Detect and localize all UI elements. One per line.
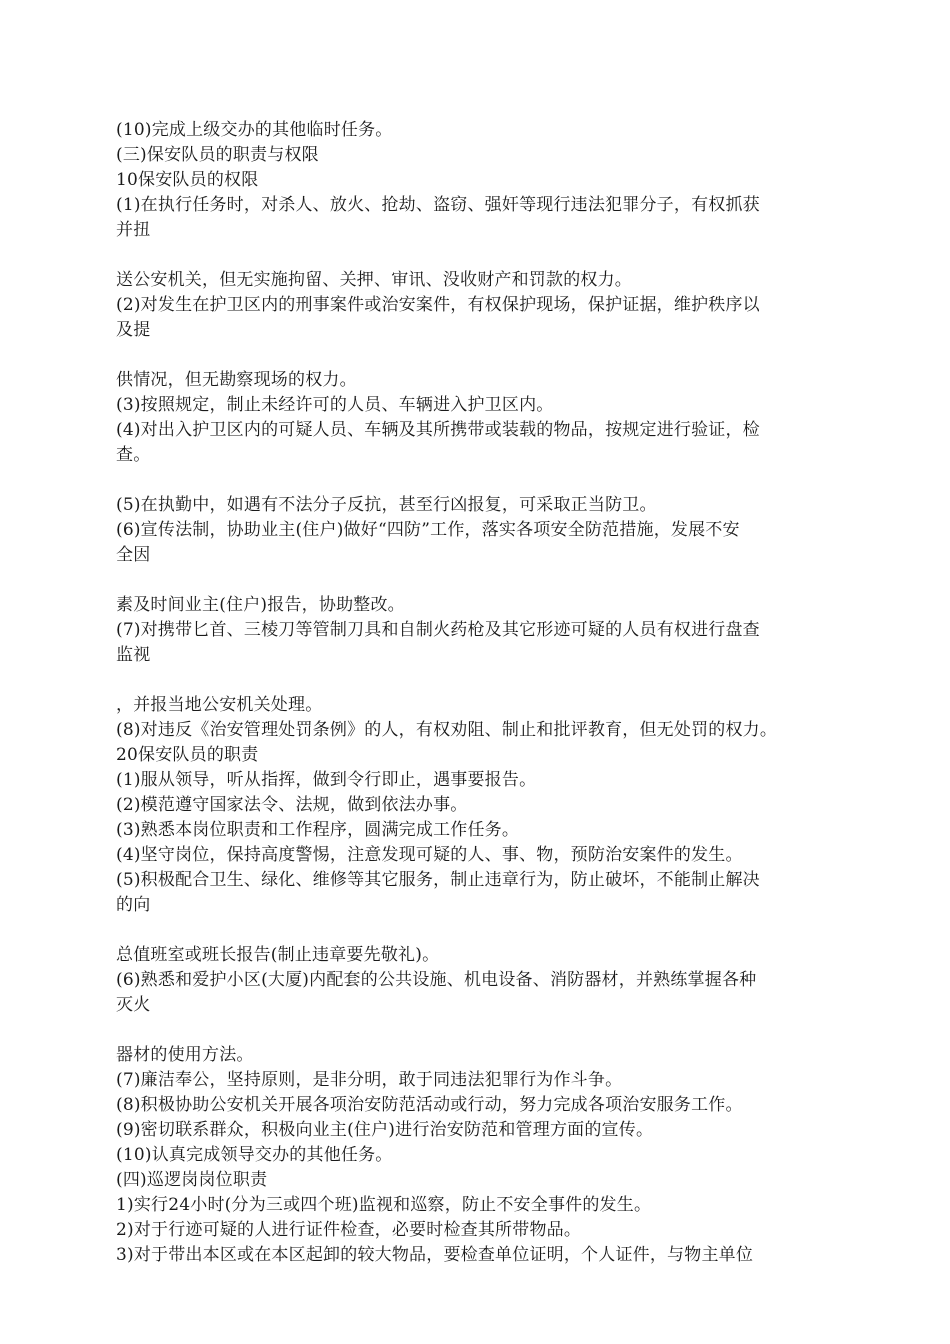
- text-line: 1)实行24小时(分为三或四个班)监视和巡察，防止不安全事件的发生。: [116, 1195, 652, 1215]
- text-line: 灭火: [116, 995, 151, 1015]
- text-line: (9)密切联系群众，积极向业主(住户)进行治安防范和管理方面的宣传。: [116, 1120, 654, 1140]
- text-line: 10保安队员的权限: [116, 170, 259, 190]
- text-line: (5)积极配合卫生、绿化、维修等其它服务，制止违章行为，防止破坏，不能制止解决: [116, 870, 760, 890]
- text-line: 总值班室或班长报告(制止违章要先敬礼)。: [116, 945, 440, 965]
- text-line: 供情况，但无勘察现场的权力。: [116, 370, 357, 390]
- text-line: 素及时间业主(住户)报告，协助整改。: [116, 595, 405, 615]
- text-line: 查。: [116, 445, 151, 465]
- text-line: (1)在执行任务时，对杀人、放火、抢劫、盗窃、强奸等现行违法犯罪分子，有权抓获: [116, 195, 760, 215]
- text-line: (10)认真完成领导交办的其他任务。: [116, 1145, 393, 1165]
- text-line: (4)对出入护卫区内的可疑人员、车辆及其所携带或装载的物品，按规定进行验证，检: [116, 420, 760, 440]
- text-line: (3)按照规定，制止未经许可的人员、车辆进入护卫区内。: [116, 395, 554, 415]
- text-line: (四)巡逻岗岗位职责: [116, 1170, 268, 1190]
- document-body: [116, 118, 846, 1268]
- paragraph-gap: [116, 343, 846, 368]
- paragraph-gap: [116, 1018, 846, 1043]
- text-line: ，并报当地公安机关处理。: [116, 695, 323, 715]
- text-line: (2)模范遵守国家法令、法规，做到依法办事。: [116, 795, 468, 815]
- text-line: (4)坚守岗位，保持高度警惕，注意发现可疑的人、事、物，预防治安案件的发生。: [116, 845, 743, 865]
- text-line: 2)对于行迹可疑的人进行证件检查，必要时检查其所带物品。: [116, 1220, 582, 1240]
- text-line: (6)宣传法制，协助业主(住户)做好“四防”工作，落实各项安全防范措施，发展不安: [116, 520, 740, 540]
- paragraph-gap: [116, 668, 846, 693]
- text-line: (7)对携带匕首、三棱刀等管制刀具和自制火药枪及其它形迹可疑的人员有权进行盘查: [116, 620, 760, 640]
- text-line: 器材的使用方法。: [116, 1045, 254, 1065]
- text-line: (三)保安队员的职责与权限: [116, 145, 319, 165]
- paragraph-gap: [116, 918, 846, 943]
- text-line: (2)对发生在护卫区内的刑事案件或治安案件，有权保护现场，保护证据，维护秩序以: [116, 295, 760, 315]
- text-line: 监视: [116, 645, 151, 665]
- paragraph-gap: [116, 568, 846, 593]
- text-line: (1)服从领导，听从指挥，做到令行即止，遇事要报告。: [116, 770, 537, 790]
- text-line: 送公安机关，但无实施拘留、关押、审讯、没收财产和罚款的权力。: [116, 270, 632, 290]
- paragraph-gap: [116, 243, 846, 268]
- text-line: (8)积极协助公安机关开展各项治安防范活动或行动，努力完成各项治安服务工作。: [116, 1095, 743, 1115]
- text-line: 并扭: [116, 220, 151, 240]
- text-line: (6)熟悉和爱护小区(大厦)内配套的公共设施、机电设备、消防器材，并熟练掌握各种: [116, 970, 757, 990]
- text-line: (8)对违反《治安管理处罚条例》的人，有权劝阻、制止和批评教育，但无处罚的权力。: [116, 720, 778, 740]
- text-line: (3)熟悉本岗位职责和工作程序，圆满完成工作任务。: [116, 820, 520, 840]
- text-line: (5)在执勤中，如遇有不法分子反抗，甚至行凶报复，可采取正当防卫。: [116, 495, 657, 515]
- text-line: 20保安队员的职责: [116, 745, 259, 765]
- text-line: 及提: [116, 320, 151, 340]
- text-line: (7)廉洁奉公，坚持原则，是非分明，敢于同违法犯罪行为作斗争。: [116, 1070, 623, 1090]
- text-line: 3)对于带出本区或在本区起卸的较大物品，要检查单位证明，个人证件，与物主单位: [116, 1245, 754, 1265]
- paragraph-gap: [116, 468, 846, 493]
- text-line: 全因: [116, 545, 151, 565]
- text-line: (10)完成上级交办的其他临时任务。: [116, 120, 393, 140]
- text-line: 的向: [116, 895, 151, 915]
